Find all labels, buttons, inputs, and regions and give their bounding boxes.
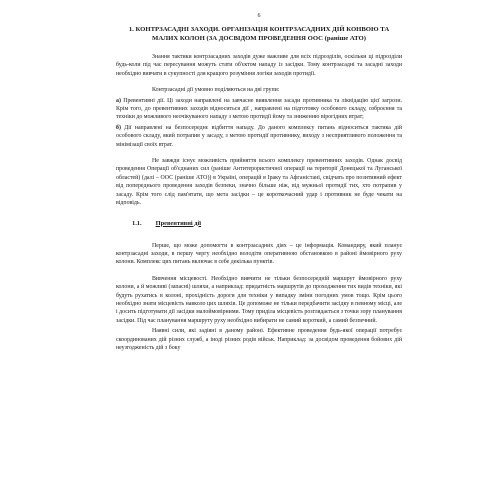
section-title: Превентивні дії bbox=[155, 219, 202, 227]
list-item-a-text: Превентивні дії. Ці заходи направлені на завчасне виявлення засади противника та ліквідацію цієї загрози. Крім того, до превентивних заходів відноситься дії , направлені на підготовку особового складу, озброєння та техніки до можливого неочікуваного нападу з метою протидії йому та зниженню вірогідних втрат; bbox=[116, 97, 402, 121]
list-item-a bbox=[116, 97, 402, 122]
page-number: 6 bbox=[257, 13, 261, 19]
paragraph-preventive-note: Не завжди існує можливість прийняття всього комплексу превентивних заходів. Однак досвід проведення Операції об'єднаних сил (раніше Антитерористичної операції на території Донецької та Луганської областей) (далі – ООС (раніше АТО)) в Україні, операцій в Іраку та Афганістані, свідчать про позитивний ефект від попереднього проведення заходів безпеки, значно більше ніж, від мужньої протидії тих, хто потрапив у засаду. Крім того слід пам'ятати, що мета засідки – це короткочасний удар і противник не буде чекати на відповідь. bbox=[116, 158, 402, 207]
paragraph-information: Перше, що може допомогти в контрзасадних діях – це інформація. Командиру, який планує контрзасадні заходи, в першу чергу необхідно володіти оперативною обстановкою в районі ймовірного руху колони. Комплекс цих питань включає в себе декілька пунктів. bbox=[116, 242, 402, 266]
list-item-b bbox=[116, 124, 402, 149]
list-item-b-text: Дії направлені на безпосереднє відбиття нападу. До даного комплексу питань відноситься тактика дій особового складу, який потрапив у засаду, з метою протидії противнику, виходу з несприятливого положення та мінімізації своїх втрат. bbox=[116, 124, 402, 148]
paragraph-terrain: Вивчення місцевості. Необхідно вивчити не тільки безпосередній маршрут ймовірного руху колони, а й можливі (запасні) шляхи, а наприклад: придатність маршрутів до проходження тих видів техніки, які будуть рухатись в колоні, прохідність дороги для техніки у випадку зміни погодних умов тощо. Крім цього необхідно знати місцевість навколо цих шляхів. Це допоможе не тільки передбачити засідку в певному місці, але і досить підготувати дії засідки малоймовірними. Тому приділа місцевість розглядається з точки зору планування засідки. Під час планування маршруту руху необхідно вибирати не самий короткий, а самий безпечний. bbox=[116, 275, 402, 324]
chapter-title: 1. КОНТРЗАСАДНІ ЗАХОДИ. ОРГАНІЗАЦІЯ КОНТРЗАСАДНИХ ДІЙ КОНВОЮ ТА МАЛИХ КОЛОН (ЗА ДОСВІДОМ ПРОВЕДЕННЯ ООС (раніше АТО) bbox=[128, 26, 390, 42]
paragraph-forces: Наявні сили, які задіяні в даному районі. Ефективне проведення будь-якої операції потребує скоординованих дій різних служб, а іноді різних родів військ. Наприклад: за досвідом проведення бойових дій неузгодженість дій з боку bbox=[116, 328, 402, 351]
list-item-a-prefix: а) bbox=[116, 97, 121, 104]
paragraph-intro: Знання тактики контрзасадних заходів дуже важливе для всіх підрозділів, оскільки ці підрозділи будь-коли під час пересування можуть стати об'єктом нападу із засідки. Тому контрзасадні та засадні заходи необхідно вивчати в сукупності для кращого розуміння логіки заходів протидії. bbox=[116, 54, 402, 77]
list-item-b-prefix: б) bbox=[116, 124, 121, 131]
paragraph-groups: Контрзасадні дії умовно поділяються на дві групи: bbox=[152, 87, 280, 94]
section-heading bbox=[132, 220, 402, 228]
section-number: 1.1. bbox=[132, 219, 142, 227]
